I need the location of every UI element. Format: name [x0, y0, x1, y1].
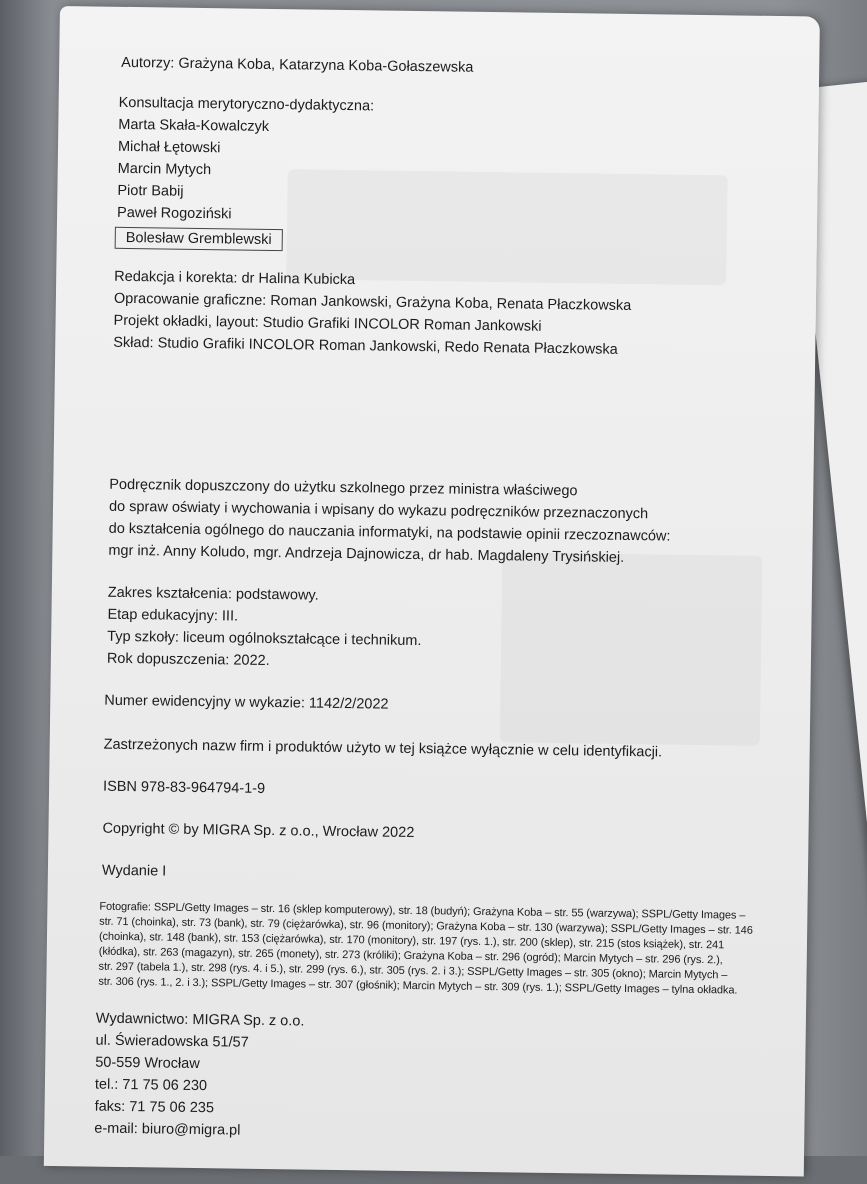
credit-line: Redakcja i korekta: dr Halina Kubicka: [114, 268, 356, 289]
photo-credits-line: (choinka), str. 148 (bank), str. 153 (ciężarówka), str. 170 (monitory), str. 197 (rys. 1.), str. 200 (sklep), str. 215 (stos książek), str. 241: [98, 930, 725, 952]
show-through-block: [286, 169, 727, 285]
publisher-line: faks: 71 75 06 235: [94, 1098, 215, 1117]
consultant-name: Marta Skała-Kowalczyk: [118, 116, 270, 135]
consultant-name: Paweł Rogoziński: [117, 204, 232, 223]
publisher-email: e-mail: biuro@migra.pl: [94, 1120, 241, 1139]
photo-credits-line: str. 297 (tabela 1.), str. 298 (rys. 4. i 5.), str. 299 (rys. 6.), str. 305 (rys. 2. i 3.); SSPL/Getty Images – str. 305 (okno); Marcin Mytych –: [98, 960, 728, 982]
isbn: ISBN 978-83-964794-1-9: [102, 778, 266, 797]
book-page: [44, 6, 820, 1176]
photo-credits-line: Fotografie: SSPL/Getty Images – str. 16 (sklep komputerowy), str. 18 (budyń); Grażyna Koba – str. 55 (warzywa); SSPL/Getty Images –: [99, 900, 746, 922]
scope-line: Etap edukacyjny: III.: [107, 606, 239, 625]
trademark-notice: Zastrzeżonych nazw firm i produktów użyto w tej książce wyłącznie w celu identyfikacji.: [103, 736, 663, 761]
approval-line: Podręcznik dopuszczony do użytku szkolnego przez ministra właściwego: [109, 476, 578, 500]
credit-line: Projekt okładki, layout: Studio Grafiki INCOLOR Roman Jankowski: [113, 312, 542, 335]
approval-line: mgr inż. Anny Koludo, mgr. Andrzeja Dajnowicza, dr hab. Magdaleny Trysińskiej.: [108, 542, 625, 566]
consultant-name: Marcin Mytych: [117, 160, 212, 179]
approval-line: do spraw oświaty i wychowania i wpisany do wykazu podręczników przeznaczonych: [108, 498, 649, 523]
copyright: Copyright © by MIGRA Sp. z o.o., Wrocław 2022: [102, 820, 415, 842]
photo-credits-line: str. 306 (rys. 1., 2. i 3.); SSPL/Getty Images – str. 307 (głośnik); Marcin Mytych – str. 309 (rys. 1.); SSPL/Getty Images – tylna okładka.: [98, 975, 738, 997]
consultation-heading: Konsultacja merytoryczno-dydaktyczna:: [118, 94, 375, 115]
edition: Wydanie I: [101, 862, 167, 880]
publisher-line: tel.: 71 75 06 230: [94, 1076, 208, 1095]
publisher-line: ul. Świeradowska 51/57: [95, 1032, 249, 1051]
authors-line: Autorzy: Grażyna Koba, Katarzyna Koba-Gołaszewska: [121, 54, 474, 76]
show-through-block: [500, 552, 763, 746]
consultant-name: Piotr Babij: [117, 182, 184, 200]
scope-line: Typ szkoły: liceum ogólnokształcące i technikum.: [107, 628, 422, 650]
consultant-name: Michał Łętowski: [117, 138, 221, 157]
publisher-line: 50-559 Wrocław: [95, 1054, 200, 1073]
scope-line: Zakres kształcenia: podstawowy.: [107, 584, 319, 604]
photo-credits-line: (kłódka), str. 263 (magazyn), str. 265 (monety), str. 273 (króliki); Grażyna Koba – str. 296 (ogród); Marcin Mytych – str. 296 (rys. 2.),: [98, 945, 723, 967]
credit-line: Skład: Studio Grafiki INCOLOR Roman Jankowski, Redo Renata Płaczkowska: [113, 334, 618, 358]
boxed-consultant-name: Bolesław Gremblewski: [115, 227, 283, 251]
approval-line: do kształcenia ogólnego do nauczania informatyki, na podstawie opinii rzeczoznawców:: [108, 520, 671, 545]
photo-credits-line: str. 71 (choinka), str. 73 (bank), str. 79 (ciężarówka), str. 96 (monitory); Grażyna Koba – str. 130 (warzywa); SSPL/Getty Images – str. 146: [99, 915, 753, 937]
scope-line: Rok dopuszczenia: 2022.: [106, 650, 270, 669]
registry-number: Numer ewidencyjny w wykazie: 1142/2/2022: [104, 692, 389, 713]
credit-line: Opracowanie graficzne: Roman Jankowski, Grażyna Koba, Renata Płaczkowska: [113, 290, 632, 315]
publisher-line: Wydawnictwo: MIGRA Sp. z o.o.: [95, 1010, 305, 1030]
